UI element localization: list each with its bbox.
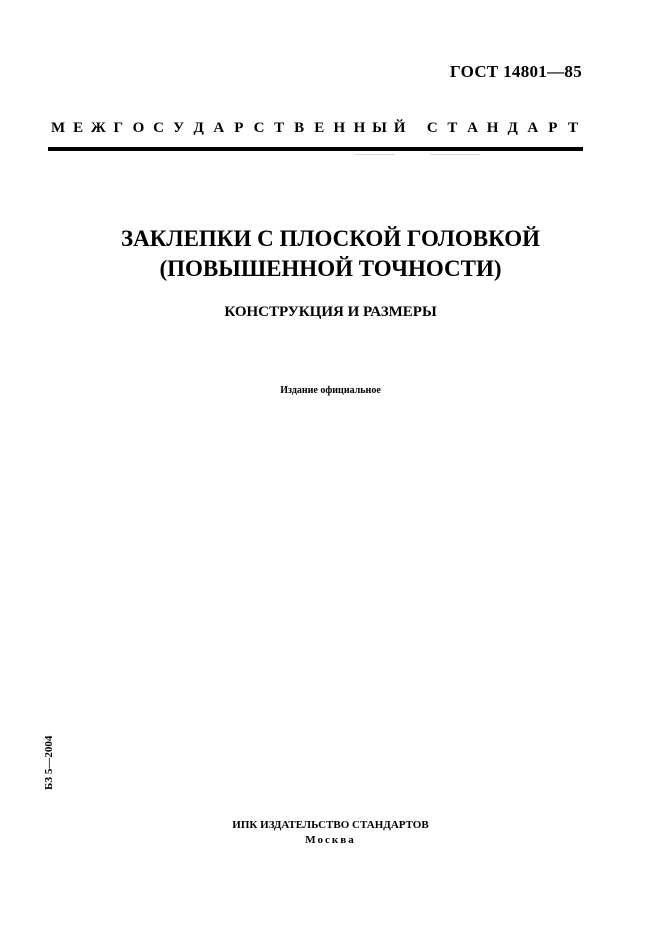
heading-letter: Р: [548, 120, 558, 136]
document-subtitle: КОНСТРУКЦИЯ И РАЗМЕРЫ: [224, 304, 437, 320]
heading-letter: Й: [393, 120, 406, 136]
heading-letter: Д: [507, 120, 518, 136]
document-title: [0, 224, 661, 284]
header-rule: [48, 147, 583, 151]
heading-letter: Р: [234, 120, 244, 136]
faint-mark: [430, 154, 480, 155]
heading-word-interstate: [48, 120, 410, 137]
heading-letter: А: [467, 120, 478, 136]
heading-letter: С: [253, 120, 265, 136]
side-code: БЗ 5—2004: [43, 735, 55, 790]
heading-letter: Д: [193, 120, 204, 136]
publisher-city: Москва: [305, 834, 356, 846]
edition-note: Издание официальное: [280, 385, 381, 396]
heading-letter: О: [132, 120, 145, 136]
heading-letter: А: [213, 120, 225, 136]
heading-letter: Н: [486, 120, 499, 136]
heading-letter: В: [294, 120, 305, 136]
heading-letter: У: [173, 120, 185, 136]
heading-letter: Н: [353, 120, 366, 136]
heading-letter: Н: [333, 120, 346, 136]
faint-mark: [355, 154, 395, 155]
heading-letter: Т: [274, 120, 285, 136]
heading-letter: Е: [314, 120, 325, 136]
heading-letter: Ы: [372, 120, 387, 136]
heading-word-standard: [422, 120, 583, 137]
heading-letter: Е: [73, 120, 84, 136]
heading-letter: М: [50, 120, 66, 136]
heading-letter: Ж: [90, 120, 106, 136]
heading-letter: А: [527, 120, 539, 136]
gost-number: ГОСТ 14801—85: [449, 62, 582, 81]
heading-letter: Т: [567, 120, 578, 136]
heading-letter: Г: [113, 120, 124, 136]
title-line-1: ЗАКЛЕПКИ С ПЛОСКОЙ ГОЛОВКОЙ: [121, 226, 540, 251]
heading-letter: С: [153, 120, 164, 136]
heading-letter: Т: [447, 120, 458, 136]
publisher-name: ИПК ИЗДАТЕЛЬСТВО СТАНДАРТОВ: [232, 819, 429, 831]
heading-letter: С: [426, 120, 438, 136]
title-line-2: (ПОВЫШЕННОЙ ТОЧНОСТИ): [159, 256, 502, 281]
publisher-block: [0, 818, 661, 848]
interstate-standard-heading: [48, 120, 583, 137]
